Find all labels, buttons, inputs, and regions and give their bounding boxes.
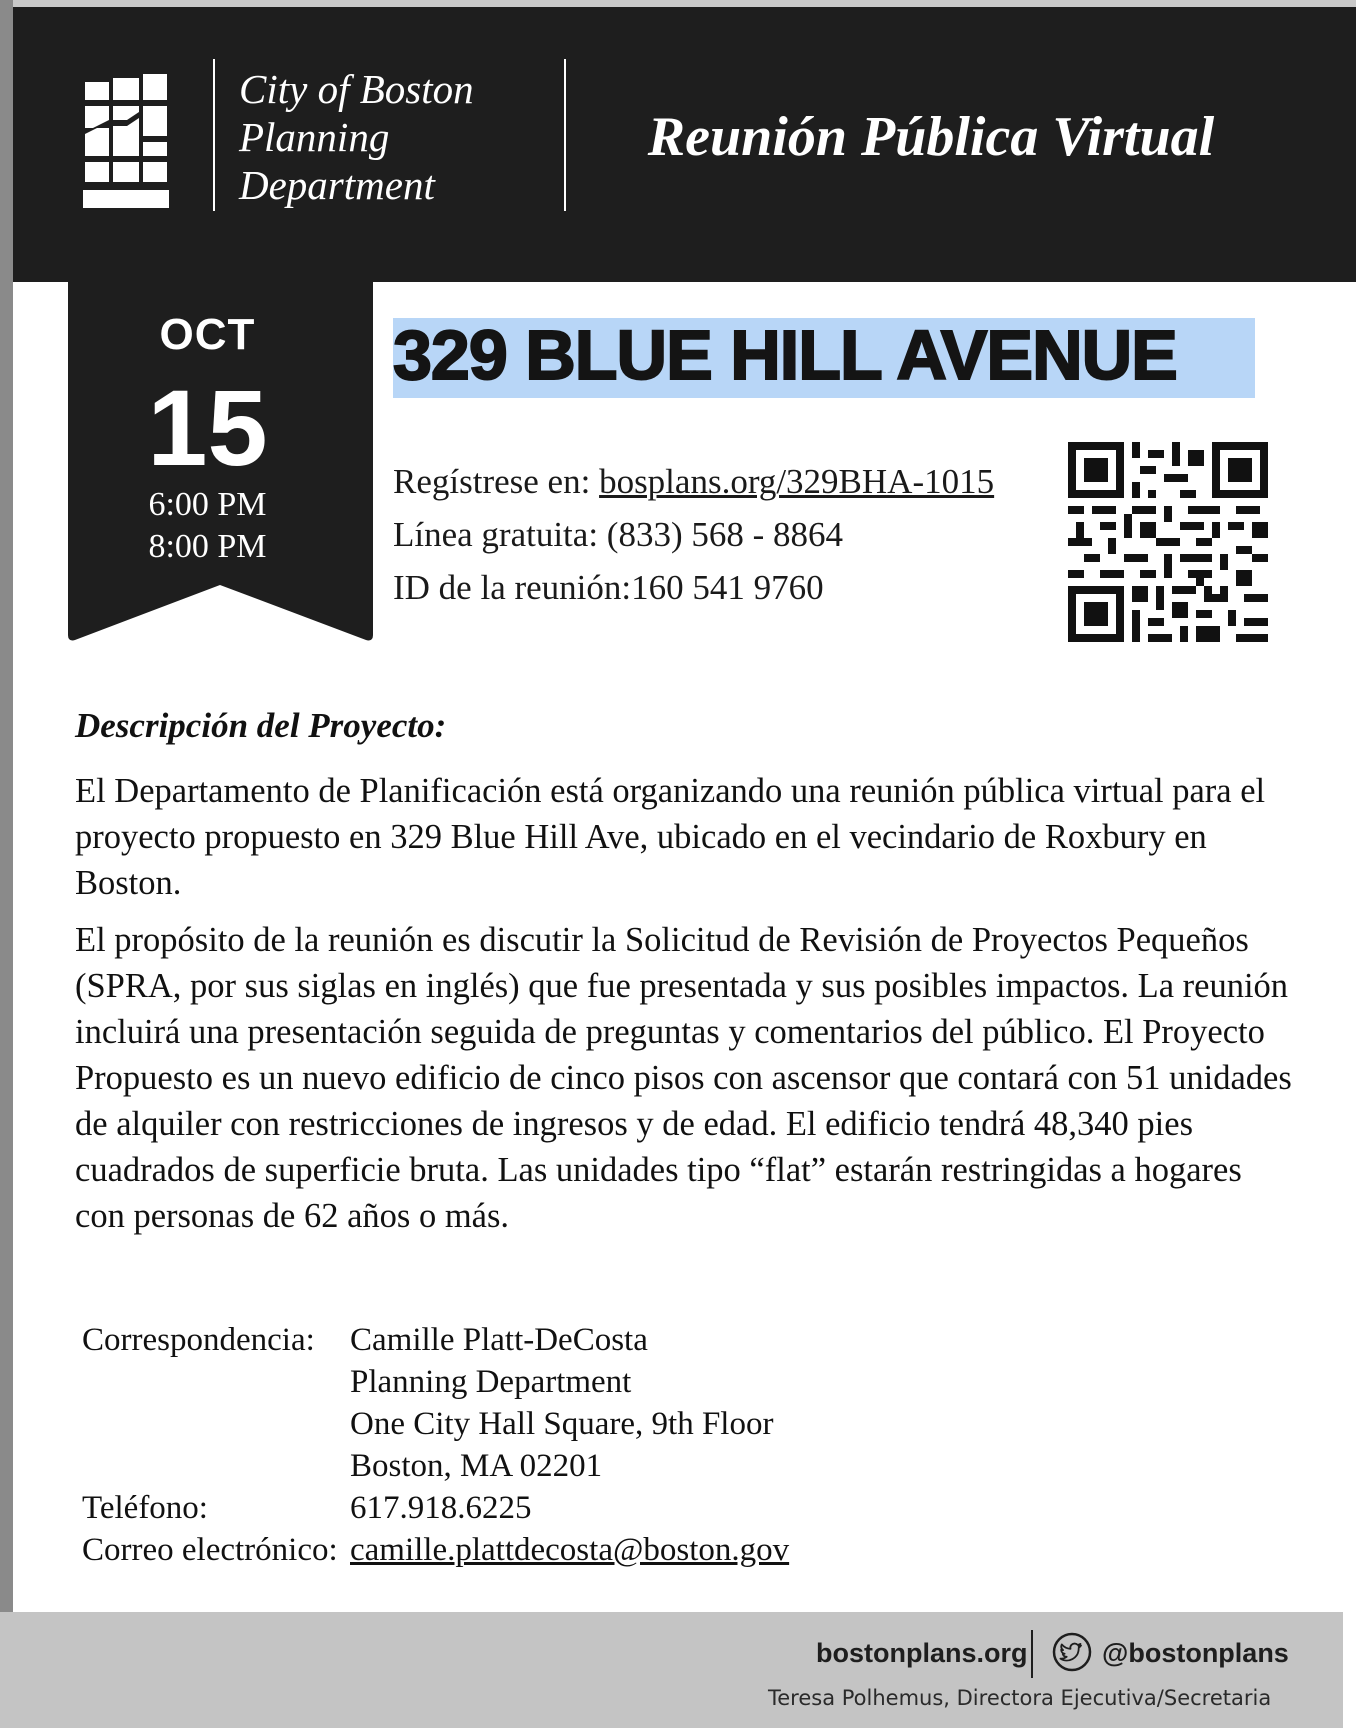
department-line: Department bbox=[239, 162, 435, 208]
footer-bar bbox=[0, 1612, 1343, 1728]
description-paragraph: El Departamento de Planificación está organizando una reunión pública virtual para el proyecto propuesto en 329 Blue Hill Ave, ubicado en el vecindario de Roxbury en Boston. bbox=[75, 772, 1266, 902]
correspondence-label: Correspondencia: bbox=[82, 1322, 315, 1358]
register-label: Regístrese en: bbox=[393, 462, 600, 501]
contact-street: One City Hall Square, 9th Floor bbox=[350, 1406, 774, 1442]
date-month: OCT bbox=[159, 310, 256, 359]
contact-name: Camille Platt-DeCosta bbox=[350, 1322, 648, 1358]
contact-department: Planning Department bbox=[350, 1364, 632, 1400]
register-link[interactable]: bosplans.org/329BHA-1015 bbox=[599, 462, 995, 501]
qr-code-icon[interactable] bbox=[1068, 442, 1268, 642]
project-address[interactable]: 329 BLUE HILL AVENUE bbox=[393, 316, 1177, 394]
footer-twitter-handle[interactable]: @bostonplans bbox=[1102, 1638, 1289, 1668]
phone-line: Línea gratuita: (833) 568 - 8864 bbox=[393, 515, 844, 554]
logo-divider bbox=[213, 59, 215, 211]
header-bar bbox=[13, 7, 1356, 282]
department-line: Planning bbox=[239, 114, 390, 160]
footer-divider bbox=[1031, 1630, 1033, 1678]
description-heading: Descripción del Proyecto: bbox=[75, 706, 447, 745]
footer-website[interactable]: bostonplans.org bbox=[816, 1638, 1028, 1668]
description-paragraph: El propósito de la reunión es discutir la Solicitud de Revisión de Proyectos Pequeños (SPRA, por sus siglas en inglés) que fue presentada y sus posibles impactos. La reunión incluirá una presentación seguida de preguntas y comentarios del público. El Proyecto Propuesto es un nuevo edificio de cinco pisos con ascensor que contará con 51 unidades de alquiler con restricciones de ingresos y de edad. El edificio tendrá 48,340 pies cuadrados de superficie bruta. Las unidades tipo “flat” estarán restringidas a hogares con personas de 62 años o más. bbox=[75, 921, 1292, 1235]
twitter-icon[interactable] bbox=[1052, 1632, 1092, 1672]
meeting-id: ID de la reunión:160 541 9760 bbox=[393, 568, 824, 607]
footer-credit: Teresa Polhemus, Directora Ejecutiva/Secretaria bbox=[768, 1686, 1272, 1710]
phone-label: Teléfono: bbox=[82, 1490, 208, 1526]
contact-city: Boston, MA 02201 bbox=[350, 1448, 603, 1484]
city-of-boston-logo bbox=[83, 72, 169, 208]
top-border bbox=[13, 0, 1356, 7]
date-day: 15 bbox=[147, 367, 268, 488]
department-name bbox=[239, 65, 474, 209]
email-link[interactable]: camille.plattdecosta@boston.gov bbox=[350, 1532, 790, 1568]
meeting-title: Reunión Pública Virtual bbox=[647, 106, 1215, 168]
register-line bbox=[393, 462, 994, 502]
start-time: 6:00 PM bbox=[148, 486, 267, 523]
department-line: City of Boston bbox=[239, 66, 474, 112]
contact-email[interactable] bbox=[350, 1532, 789, 1569]
email-label: Correo electrónico: bbox=[82, 1532, 338, 1568]
contact-phone: 617.918.6225 bbox=[350, 1490, 532, 1526]
end-time: 8:00 PM bbox=[148, 528, 267, 565]
